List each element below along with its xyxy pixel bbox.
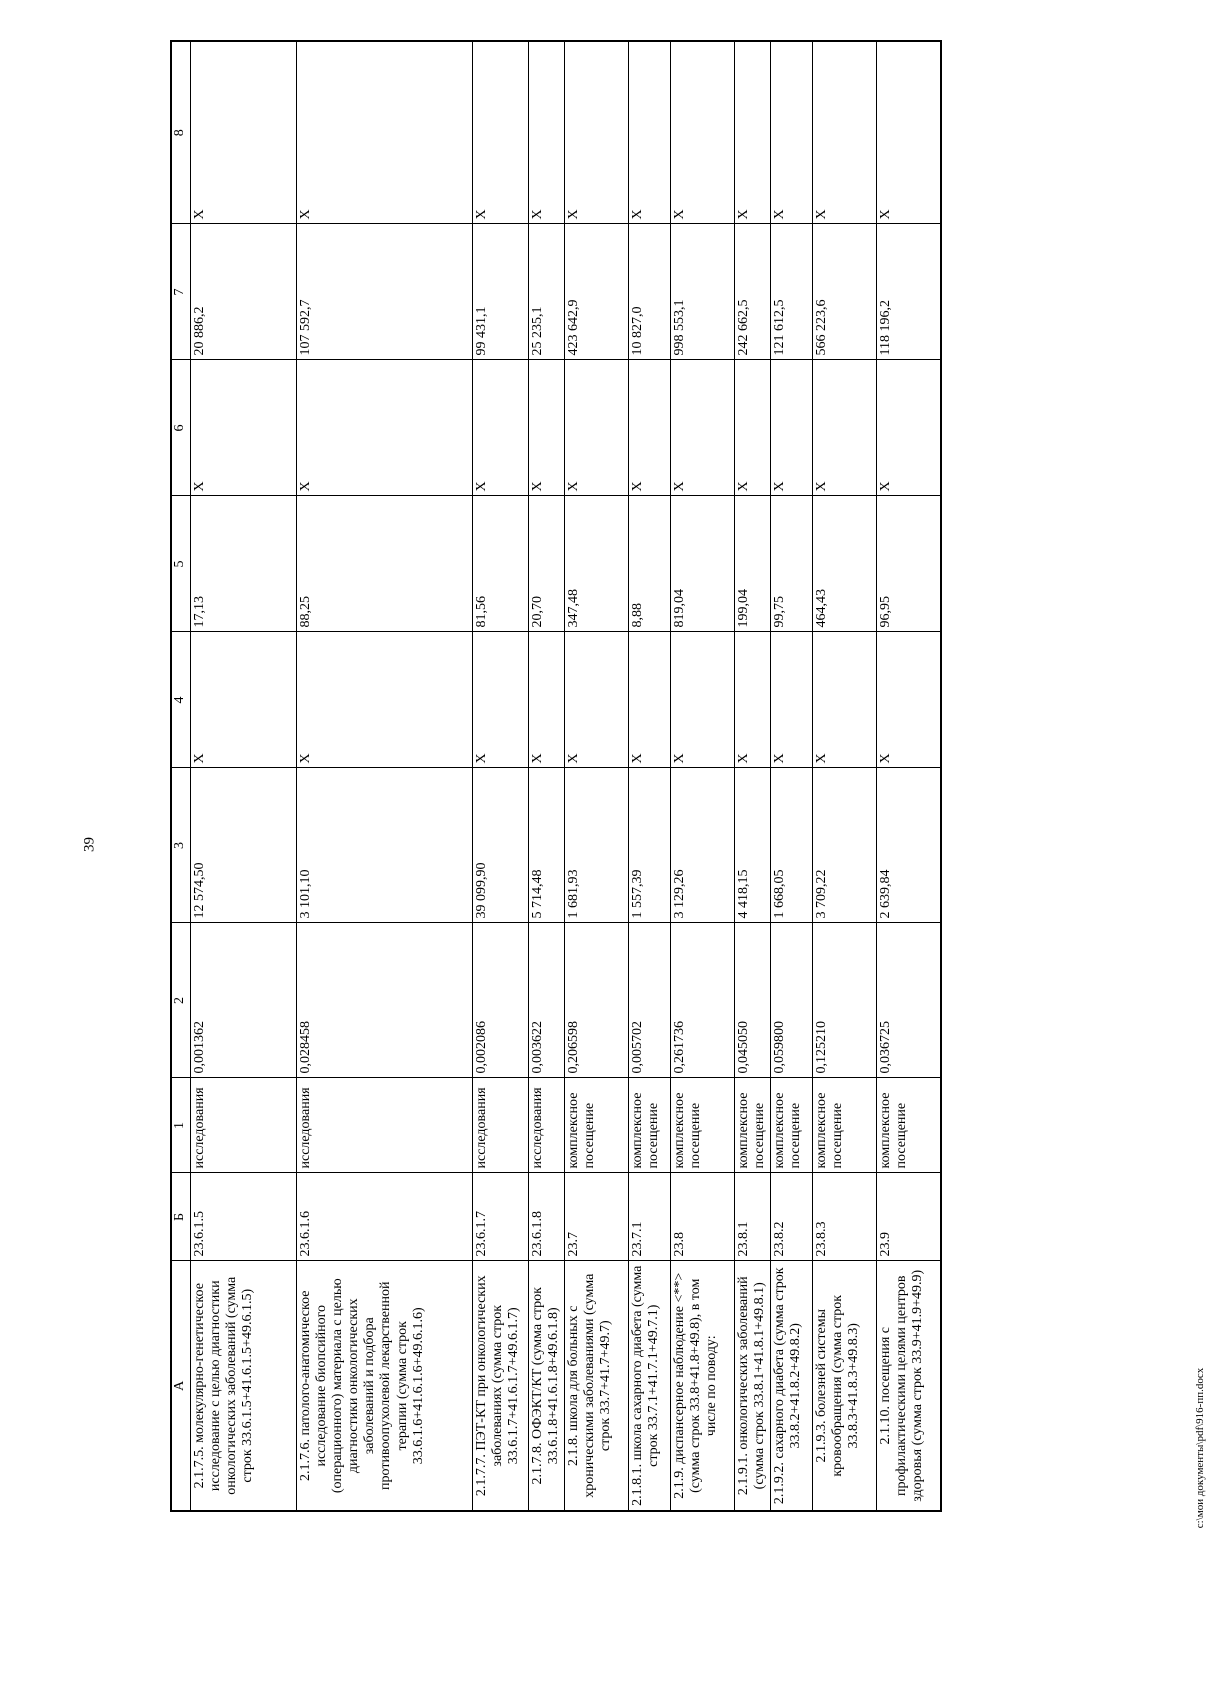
col4-value: Х — [771, 632, 813, 768]
table-row — [565, 41, 629, 1511]
col4-value: Х — [473, 632, 529, 768]
row-description: 2.1.8. школа для больных с хроническими заболеваниями (сумма строк 33.7+41.7+49.7) — [565, 1261, 629, 1511]
column-header: А — [171, 1261, 191, 1511]
column-header: 6 — [171, 360, 191, 496]
norm-value: 0,206598 — [565, 923, 629, 1078]
total-value: 10 827,0 — [629, 224, 671, 360]
total-value: 423 642,9 — [565, 224, 629, 360]
table-body — [191, 41, 941, 1511]
row-code: 23.7 — [565, 1173, 629, 1261]
col4-value: Х — [565, 632, 629, 768]
unit: комплексное посещение — [771, 1078, 813, 1173]
col4-value: Х — [297, 632, 473, 768]
norm-value: 0,261736 — [671, 923, 735, 1078]
col8-value: Х — [565, 41, 629, 224]
table-row — [771, 41, 813, 1511]
data-table — [170, 40, 942, 1512]
table-row — [473, 41, 529, 1511]
row-code: 23.8.1 — [735, 1173, 771, 1261]
row-description: 2.1.10. посещения с профилактическими целями центров здоровья (сумма строк 33.9+41.9+49.9) — [877, 1261, 941, 1511]
norm-value: 0,001362 — [191, 923, 297, 1078]
col8-value: Х — [297, 41, 473, 224]
cost-value: 2 639,84 — [877, 768, 941, 923]
row-code: 23.8.2 — [771, 1173, 813, 1261]
total-value: 99 431,1 — [473, 224, 529, 360]
row-description: 2.1.9. диспансерное наблюдение <**> (сумма строк 33.8+41.8+49.8), в том числе по поводу: — [671, 1261, 735, 1511]
table-row — [629, 41, 671, 1511]
column-header: 1 — [171, 1078, 191, 1173]
col8-value: Х — [735, 41, 771, 224]
row-description: 2.1.7.5. молекулярно-генетическое исследование с целью диагностики онкологических заболеваний (сумма строк 33.6.1.5+41.6.1.5+49.6.1.5) — [191, 1261, 297, 1511]
cost-value: 1 681,93 — [565, 768, 629, 923]
unit: исследования — [473, 1078, 529, 1173]
col6-value: Х — [735, 360, 771, 496]
col6-value: Х — [877, 360, 941, 496]
total-value: 118 196,2 — [877, 224, 941, 360]
column-header: Б — [171, 1173, 191, 1261]
per-capita-value: 464,43 — [813, 496, 877, 632]
unit: комплексное посещение — [813, 1078, 877, 1173]
col6-value: Х — [813, 360, 877, 496]
per-capita-value: 8,88 — [629, 496, 671, 632]
row-description: 2.1.9.2. сахарного диабета (сумма строк 33.8.2+41.8.2+49.8.2) — [771, 1261, 813, 1511]
unit: комплексное посещение — [671, 1078, 735, 1173]
column-header: 7 — [171, 224, 191, 360]
col4-value: Х — [735, 632, 771, 768]
col6-value: Х — [671, 360, 735, 496]
col4-value: Х — [813, 632, 877, 768]
per-capita-value: 81,56 — [473, 496, 529, 632]
col8-value: Х — [629, 41, 671, 224]
table-row — [191, 41, 297, 1511]
norm-value: 0,125210 — [813, 923, 877, 1078]
col8-value: Х — [771, 41, 813, 224]
row-code: 23.6.1.8 — [529, 1173, 565, 1261]
cost-value: 39 099,90 — [473, 768, 529, 923]
table-row — [671, 41, 735, 1511]
norm-value: 0,002086 — [473, 923, 529, 1078]
total-value: 998 553,1 — [671, 224, 735, 360]
per-capita-value: 347,48 — [565, 496, 629, 632]
col8-value: Х — [191, 41, 297, 224]
per-capita-value: 199,04 — [735, 496, 771, 632]
cost-value: 3 709,22 — [813, 768, 877, 923]
norm-value: 0,045050 — [735, 923, 771, 1078]
row-description: 2.1.9.3. болезней системы кровообращения (сумма строк 33.8.3+41.8.3+49.8.3) — [813, 1261, 877, 1511]
col6-value: Х — [771, 360, 813, 496]
col4-value: Х — [877, 632, 941, 768]
rotated-table-container — [170, 42, 1010, 1512]
row-code: 23.9 — [877, 1173, 941, 1261]
unit: комплексное посещение — [629, 1078, 671, 1173]
table-row — [813, 41, 877, 1511]
per-capita-value: 819,04 — [671, 496, 735, 632]
col4-value: Х — [529, 632, 565, 768]
col8-value: Х — [473, 41, 529, 224]
cost-value: 12 574,50 — [191, 768, 297, 923]
row-code: 23.8.3 — [813, 1173, 877, 1261]
norm-value: 0,028458 — [297, 923, 473, 1078]
col4-value: Х — [191, 632, 297, 768]
col4-value: Х — [671, 632, 735, 768]
total-value: 242 662,5 — [735, 224, 771, 360]
column-header: 2 — [171, 923, 191, 1078]
footer-file-path: c:\мои документы\pdf\916-пп.docx — [1194, 1367, 1206, 1529]
table-row — [297, 41, 473, 1511]
row-description: 2.1.9.1. онкологических заболеваний (сумма строк 33.8.1+41.8.1+49.8.1) — [735, 1261, 771, 1511]
row-description: 2.1.7.7. ПЭТ-КТ при онкологических заболеваниях (сумма строк 33.6.1.7+41.6.1.7+49.6.1.7) — [473, 1261, 529, 1511]
per-capita-value: 88,25 — [297, 496, 473, 632]
col8-value: Х — [813, 41, 877, 224]
unit: комплексное посещение — [735, 1078, 771, 1173]
per-capita-value: 99,75 — [771, 496, 813, 632]
col8-value: Х — [671, 41, 735, 224]
column-header: 8 — [171, 41, 191, 224]
row-code: 23.6.1.5 — [191, 1173, 297, 1261]
cost-value: 4 418,15 — [735, 768, 771, 923]
total-value: 20 886,2 — [191, 224, 297, 360]
table-header-row — [171, 41, 191, 1511]
cost-value: 5 714,48 — [529, 768, 565, 923]
unit: комплексное посещение — [877, 1078, 941, 1173]
unit: исследования — [529, 1078, 565, 1173]
col8-value: Х — [529, 41, 565, 224]
row-code: 23.8 — [671, 1173, 735, 1261]
per-capita-value: 17,13 — [191, 496, 297, 632]
cost-value: 3 101,10 — [297, 768, 473, 923]
per-capita-value: 96,95 — [877, 496, 941, 632]
cost-value: 3 129,26 — [671, 768, 735, 923]
norm-value: 0,036725 — [877, 923, 941, 1078]
cost-value: 1 668,05 — [771, 768, 813, 923]
unit: исследования — [191, 1078, 297, 1173]
total-value: 107 592,7 — [297, 224, 473, 360]
table-row — [529, 41, 565, 1511]
col6-value: Х — [297, 360, 473, 496]
cost-value: 1 557,39 — [629, 768, 671, 923]
page-number: 39 — [81, 837, 98, 852]
unit: исследования — [297, 1078, 473, 1173]
row-code: 23.6.1.6 — [297, 1173, 473, 1261]
col4-value: Х — [629, 632, 671, 768]
table-row — [735, 41, 771, 1511]
col6-value: Х — [629, 360, 671, 496]
row-description: 2.1.7.8. ОФЭКТ/КТ (сумма строк 33.6.1.8+41.6.1.8+49.6.1.8) — [529, 1261, 565, 1511]
row-code: 23.6.1.7 — [473, 1173, 529, 1261]
row-description: 2.1.8.1. школа сахарного диабета (сумма строк 33.7.1+41.7.1+49.7.1) — [629, 1261, 671, 1511]
row-description: 2.1.7.6. патолого-анатомическое исследование биопсийного (операционного) материала с целью диагностики онкологических заболеваний и подбора противоопухолевой лекарственной терапии (сумма строк 33.6.1.6+41.6.1.6+49.6.1.6) — [297, 1261, 473, 1511]
col6-value: Х — [191, 360, 297, 496]
column-header: 4 — [171, 632, 191, 768]
per-capita-value: 20,70 — [529, 496, 565, 632]
unit: комплексное посещение — [565, 1078, 629, 1173]
norm-value: 0,003622 — [529, 923, 565, 1078]
table-row — [877, 41, 941, 1511]
col8-value: Х — [877, 41, 941, 224]
row-code: 23.7.1 — [629, 1173, 671, 1261]
total-value: 566 223,6 — [813, 224, 877, 360]
col6-value: Х — [529, 360, 565, 496]
norm-value: 0,005702 — [629, 923, 671, 1078]
column-header: 5 — [171, 496, 191, 632]
total-value: 25 235,1 — [529, 224, 565, 360]
col6-value: Х — [565, 360, 629, 496]
column-header: 3 — [171, 768, 191, 923]
col6-value: Х — [473, 360, 529, 496]
norm-value: 0,059800 — [771, 923, 813, 1078]
total-value: 121 612,5 — [771, 224, 813, 360]
